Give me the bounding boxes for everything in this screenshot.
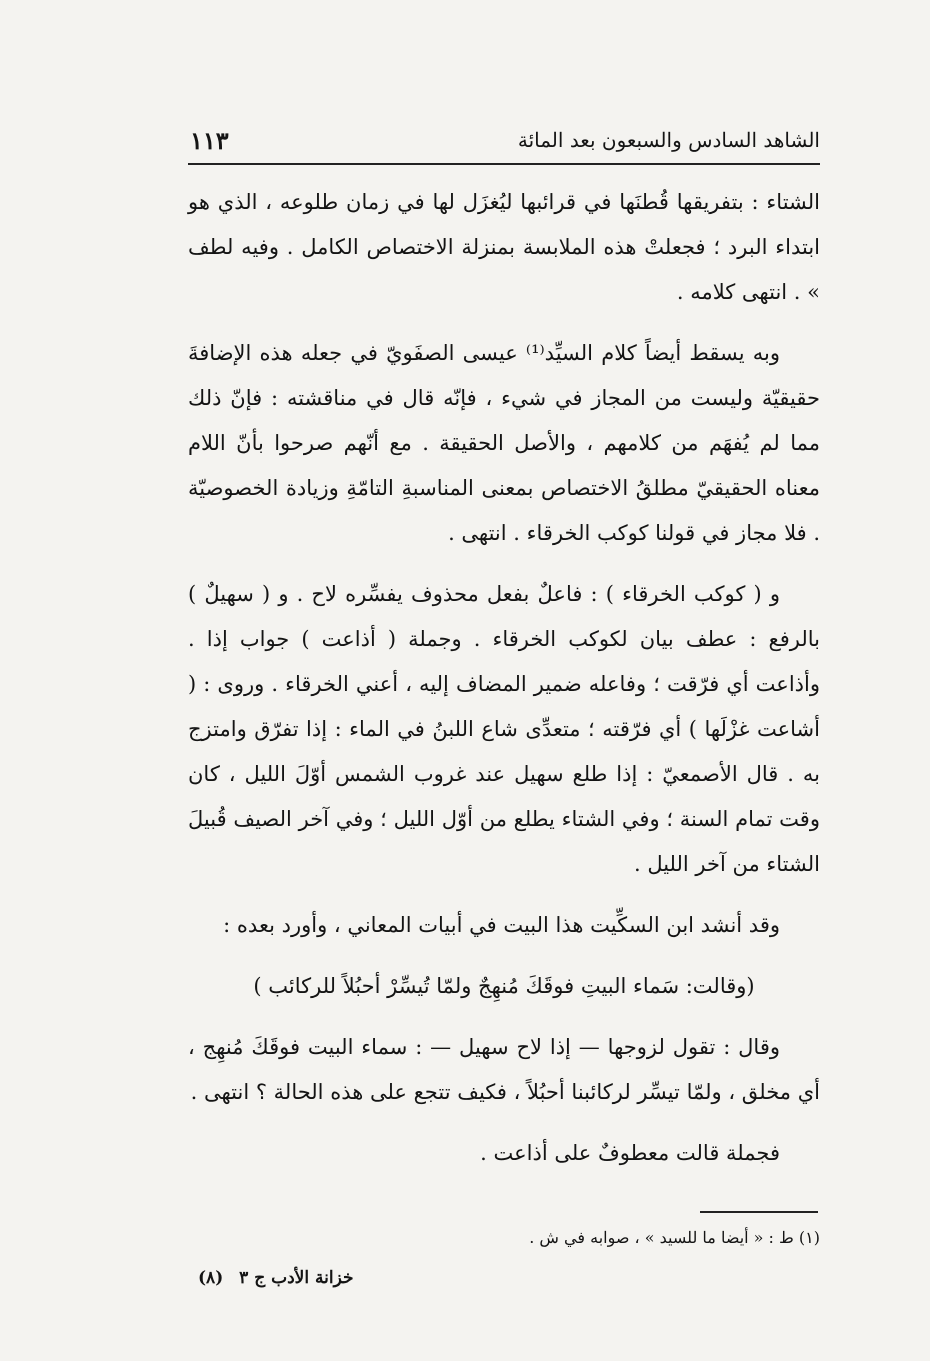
page-number: ١١٣ bbox=[190, 125, 229, 155]
paragraph: وقال : تقول لزوجها — إذا لاح سهيل — : سماء البيت فوقَكَ مُنهِج ، أي مخلق ، ولمّا تيسِّر لركائبنا أحبُلاً ، فكيف تتجع على هذه الحالة ؟ انتهى . bbox=[188, 1035, 820, 1104]
paragraph: فجملة قالت معطوفٌ على أذاعت . bbox=[480, 1141, 780, 1165]
page-header bbox=[190, 120, 820, 160]
paragraph: وبه يسقط أيضاً كلام السيِّد⁽¹⁾ عيسى الصفَويّ في جعله هذه الإضافةَ حقيقيّة وليست من المجاز في شيء ، فإنّه قال في مناقشته : فإنّ ذلك مما لم يُفهَم من كلامهم ، والأصل الحقيقة . مع أنّهم صرحوا بأنّ اللام معناه الحقيقيّ مطلقُ الاختصاص بمعنى المناسبةِ التامّةِ وزيادة الخصوصيّة . فلا مجاز في قولنا كوكب الخرقاء . انتهى . bbox=[188, 341, 820, 545]
paragraph: الشتاء : بتفريقها قُطنَها في قرائبها ليُغزَل لها في زمان طلوعه ، الذي هو ابتداء البرد ؛ فجعلتْ هذه الملابسة بمنزلة الاختصاص الكامل . وفيه لطف » . انتهى كلامه . bbox=[188, 190, 820, 304]
signature-number: (٨) bbox=[198, 1268, 224, 1288]
footnote: (١) ط : « أيضا ما للسيد » ، صوابه في ش . bbox=[529, 1228, 820, 1247]
paragraph: وقد أنشد ابن السكِّيت هذا البيت في أبيات المعاني ، وأورد بعده : bbox=[223, 913, 780, 937]
signature-line bbox=[188, 1268, 820, 1288]
footnote-rule bbox=[700, 1211, 818, 1213]
running-title: الشاهد السادس والسبعون بعد المائة bbox=[517, 128, 820, 152]
main-text bbox=[188, 180, 820, 1192]
poem-verse: (وقالت: سَماء البيتِ فوقَكَ مُنهِجٌ ولمّا تُيسِّرْ أحبُلاً للركائب ) bbox=[253, 974, 755, 998]
header-rule bbox=[188, 163, 820, 165]
paragraph: و ( كوكب الخرقاء ) : فاعلٌ بفعل محذوف يفسِّره لاح . و ( سهيلٌ ) بالرفع : عطف بيان لكوكب الخرقاء . وجملة ( أذاعت ) جواب إذا . وأذاعت أي فرّقت ؛ وفاعله ضمير المضاف إليه ، أعني الخرقاء . وروى : ( أشاعت غزْلَها ) أي فرّقته ؛ متعدِّى شاع اللبنُ في الماء : إذا تفرّق وامتزج به . قال الأصمعيّ : إذا طلع سهيل عند غروب الشمس أوّلَ الليل ، كان وقت تمام السنة ؛ وفي الشتاء يطلع من أوّل الليل ؛ وفي آخر الصيف قُبيلَ الشتاء من آخر الليل . bbox=[188, 582, 820, 876]
signature-label: خزانة الأدب ج ٣ bbox=[239, 1268, 354, 1288]
